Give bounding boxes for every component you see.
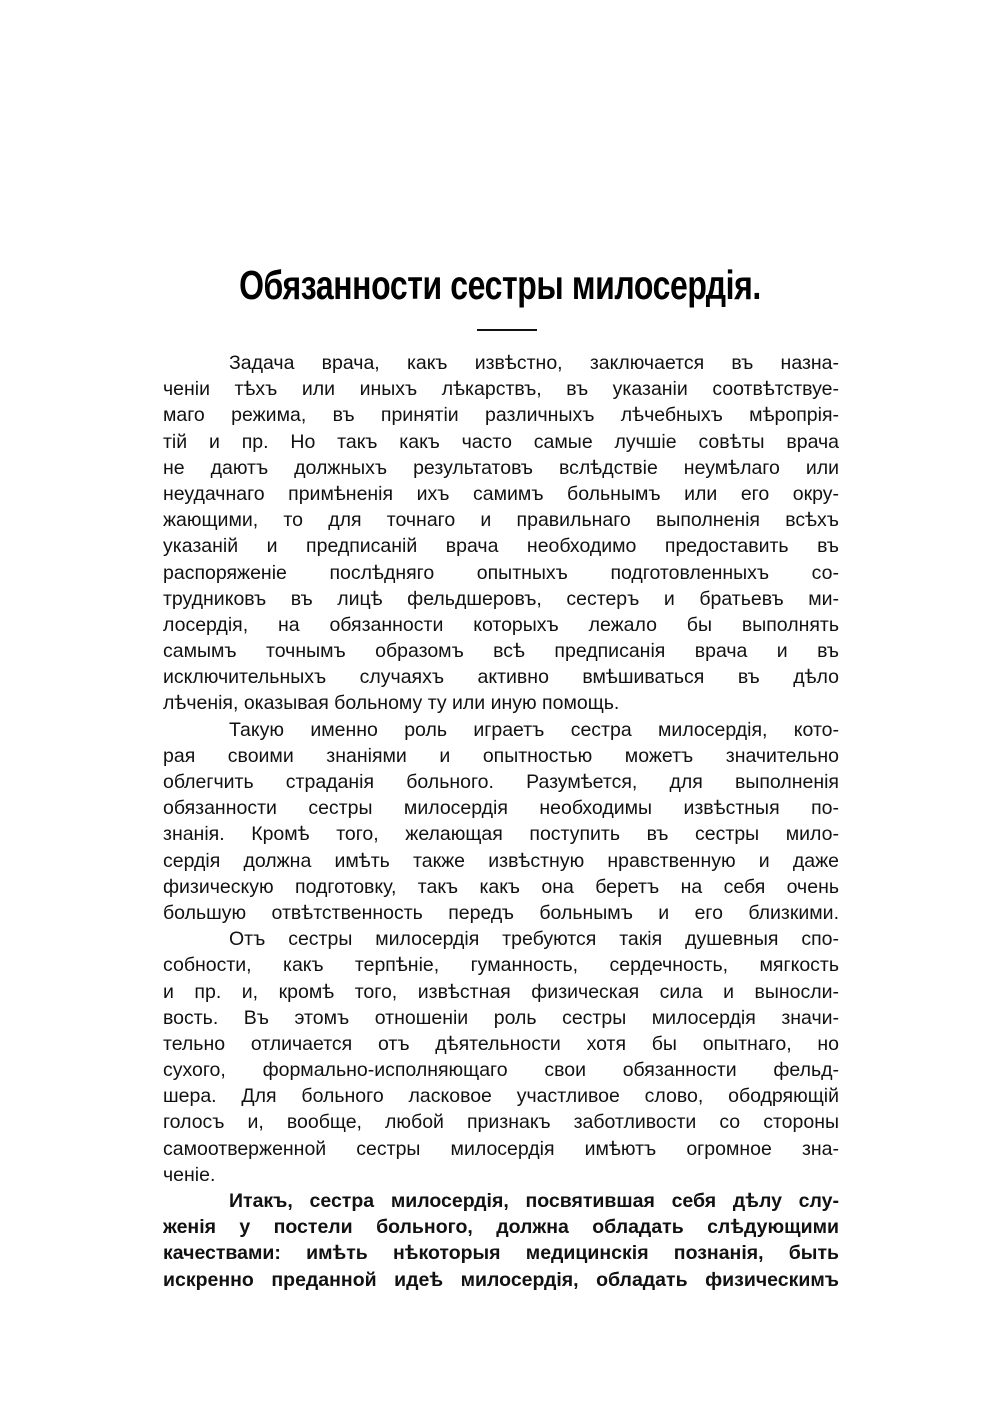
text-line: лосердія, на обязанности которыхъ лежало бы выполнять [163, 613, 839, 636]
text-line: женія у постели больного, должна обладать слѣдующими [163, 1216, 839, 1239]
text-line: жающими, то для точнаго и правильнаго выполненія всѣхъ [163, 509, 839, 532]
text-line: искренно преданной идеѣ милосердія, обладать физическимъ [163, 1268, 839, 1291]
text-line: Отъ сестры милосердія требуются такія душевныя спо- [229, 928, 839, 951]
text-line: самоотверженной сестры милосердія имѣютъ огромное зна- [163, 1137, 839, 1160]
text-line: обязанности сестры милосердія необходимы извѣстныя по- [163, 797, 839, 820]
text-line: неудачнаго примѣненія ихъ самимъ больнымъ или его окру- [163, 482, 839, 505]
text-line: сердія должна имѣть также извѣстную нравственную и даже [163, 849, 839, 872]
paragraph-2 [163, 717, 839, 927]
text-line: исключительныхъ случаяхъ активно вмѣшиваться въ дѣло [163, 666, 839, 689]
text-line: шера. Для больного ласковое участливое слово, ободряющій [163, 1085, 839, 1108]
text-line: распоряженіе послѣдняго опытныхъ подготовленныхъ со- [163, 561, 839, 584]
text-line: собности, какъ терпѣніе, гуманность, сердечность, мягкость [163, 954, 839, 977]
text-line: ченіе. [163, 1163, 216, 1186]
title-divider [477, 329, 537, 331]
text-line: указаній и предписаній врача необходимо предоставить въ [163, 535, 839, 558]
text-line: сухого, формально-исполняющаго свои обязанности фельд- [163, 1059, 839, 1082]
text-line: не даютъ должныхъ результатовъ вслѣдствіе неумѣлаго или [163, 456, 839, 479]
text-line: физическую подготовку, такъ какъ она беретъ на себя очень [163, 875, 839, 898]
text-line: самымъ точнымъ образомъ всѣ предписанія врача и въ [163, 640, 839, 663]
page-title: Обязанности сестры милосердія. [239, 262, 761, 308]
text-line: вость. Въ этомъ отношеніи роль сестры милосердія значи- [163, 1006, 839, 1029]
body-text [163, 350, 839, 1293]
text-line: и пр. и, кромѣ того, извѣстная физическая сила и выносли- [163, 980, 839, 1003]
text-line: лѣченія, оказывая больному ту или иную помощь. [163, 692, 620, 715]
text-line: рая своими знаніями и опытностью можетъ значительно [163, 744, 839, 767]
paragraph-1 [163, 350, 839, 717]
text-line: большую отвѣтственность передъ больнымъ и его близкими. [163, 901, 839, 924]
text-line: Задача врача, какъ извѣстно, заключается въ назна- [229, 352, 839, 374]
text-line: ченіи тѣхъ или иныхъ лѣкарствъ, въ указаніи соотвѣтствуе- [163, 378, 839, 401]
text-line: тій и пр. Но такъ какъ часто самые лучшіе совѣты врача [163, 430, 839, 453]
text-line: голосъ и, вообще, любой признакъ заботливости со стороны [163, 1111, 839, 1134]
text-line: облегчить страданія больного. Разумѣется, для выполненія [163, 771, 839, 793]
paragraph-4 [163, 1188, 839, 1293]
text-line: Такую именно роль играетъ сестра милосердія, кото- [229, 718, 839, 741]
paragraph-3 [163, 926, 839, 1188]
text-line: Итакъ, сестра милосердія, посвятившая себя дѣлу слу- [229, 1190, 839, 1212]
text-line: качествами: имѣть нѣкоторыя медицинскія познанія, быть [163, 1242, 839, 1265]
text-line: тельно отличается отъ дѣятельности хотя бы опытнаго, но [163, 1032, 839, 1055]
text-line: трудниковъ въ лицѣ фельдшеровъ, сестеръ и братьевъ ми- [163, 587, 839, 610]
text-line: маго режима, въ принятіи различныхъ лѣчебныхъ мѣропрія- [163, 404, 839, 427]
text-line: знанія. Кромѣ того, желающая поступить въ сестры мило- [163, 823, 839, 846]
